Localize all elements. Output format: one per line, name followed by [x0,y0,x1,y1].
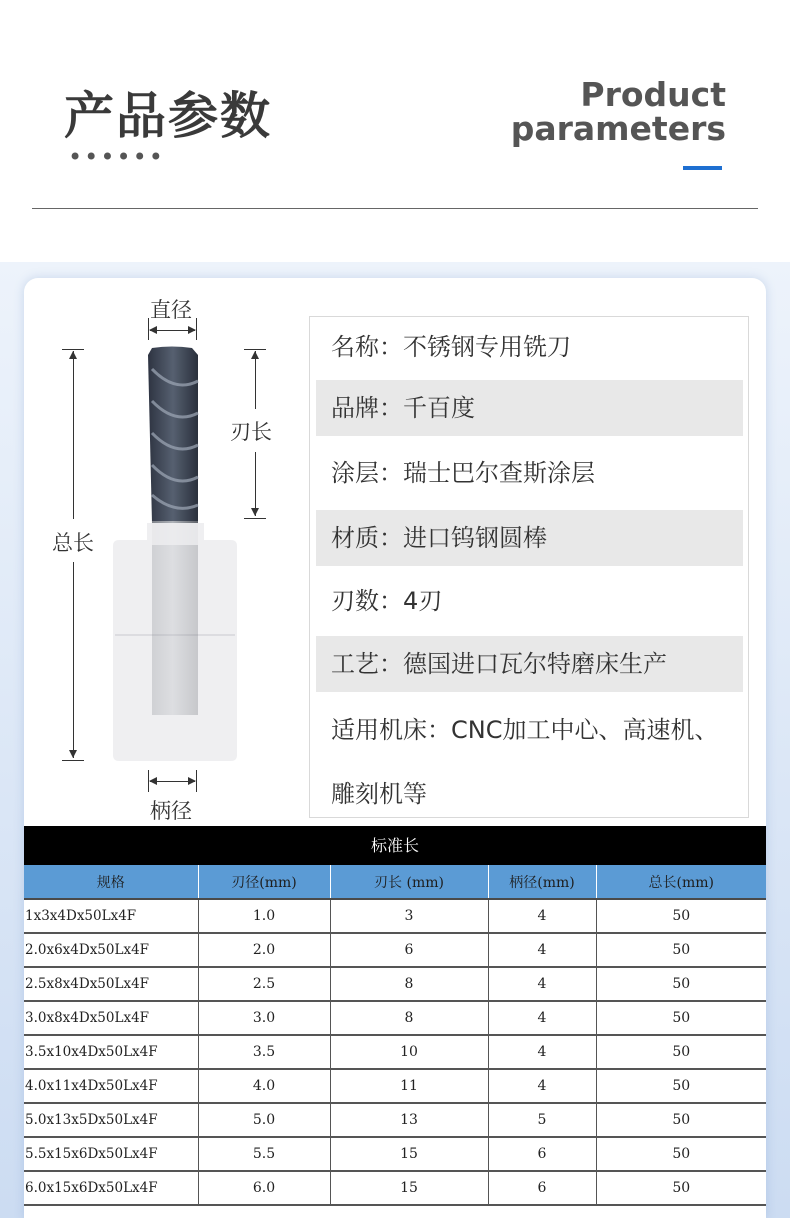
cell-total-length: 50 [596,1171,766,1205]
spec-machines: 适用机床：CNC加工中心、高速机、 [331,716,719,744]
table-row [24,1069,766,1103]
cell-blade-length: 15 [330,1137,488,1171]
cell-spec: 6.0x15x6Dx50Lx4F [24,1171,198,1205]
cell-total-length: 50 [596,1103,766,1137]
spec-process: 工艺：德国进口瓦尔特磨床生产 [316,636,743,692]
end-mill-image [105,345,245,765]
page-title-cn: 产品参数 [64,87,272,145]
header-divider [32,208,758,209]
cell-blade-length: 11 [330,1069,488,1103]
cell-blade-length: 8 [330,1001,488,1035]
page-title-en [510,75,726,148]
table-row [24,1103,766,1137]
total-length-label: 总长 [52,531,94,555]
header-blade-length: 刃长 (mm) [330,865,488,899]
header-blade-diameter: 刃径(mm) [198,865,330,899]
cell-spec: 3.0x8x4Dx50Lx4F [24,1001,198,1035]
cell-blade-diameter: 3.0 [198,1001,330,1035]
table-row [24,933,766,967]
cell-blade-diameter: 3.5 [198,1035,330,1069]
header-spec: 规格 [24,865,198,899]
cell-shank-diameter: 4 [488,1001,596,1035]
spec-machines-cont: 雕刻机等 [331,780,427,808]
spec-coating: 涂层：瑞士巴尔查斯涂层 [331,459,595,487]
title-en-line1: Product [580,75,726,114]
spec-name: 名称：不锈钢专用铣刀 [331,333,571,361]
table-row [24,1171,766,1205]
spec-flutes: 刃数：4刃 [331,587,443,615]
cell-blade-diameter: 2.0 [198,933,330,967]
cell-blade-length: 3 [330,899,488,933]
cell-spec: 5.0x13x5Dx50Lx4F [24,1103,198,1137]
table-header-row [24,865,766,899]
cell-blade-diameter: 5.5 [198,1137,330,1171]
cell-blade-length: 10 [330,1035,488,1069]
cell-total-length: 50 [596,1001,766,1035]
table-row [24,899,766,933]
specs-box [309,316,749,818]
cell-blade-length: 13 [330,1103,488,1137]
table-row [24,1137,766,1171]
accent-bar [683,166,722,170]
table-title: 标准长 [24,826,766,865]
cell-shank-diameter: 6 [488,1137,596,1171]
blade-length-label: 刃长 [230,420,272,444]
header-shank-diameter: 柄径(mm) [488,865,596,899]
cell-blade-length: 6 [330,933,488,967]
cell-spec: 3.5x10x4Dx50Lx4F [24,1035,198,1069]
cell-blade-diameter: 4.0 [198,1069,330,1103]
cell-total-length: 50 [596,967,766,1001]
cell-total-length: 50 [596,1035,766,1069]
header-total-length: 总长(mm) [596,865,766,899]
cell-shank-diameter: 4 [488,1069,596,1103]
diameter-label: 直径 [150,298,192,322]
cell-blade-length: 15 [330,1171,488,1205]
shank-diameter-label: 柄径 [150,799,192,823]
cell-spec: 2.5x8x4Dx50Lx4F [24,967,198,1001]
title-dots: •••••• [68,143,165,171]
cell-shank-diameter: 4 [488,1035,596,1069]
cell-total-length: 50 [596,933,766,967]
cell-spec: 1x3x4Dx50Lx4F [24,899,198,933]
cell-blade-length: 8 [330,967,488,1001]
cell-total-length: 50 [596,1069,766,1103]
cell-spec: 2.0x6x4Dx50Lx4F [24,933,198,967]
cell-blade-diameter: 5.0 [198,1103,330,1137]
cell-shank-diameter: 4 [488,967,596,1001]
spec-material: 材质：进口钨钢圆棒 [316,510,743,566]
title-en-line2: parameters [510,109,726,148]
spec-table [24,865,766,1206]
cell-spec: 5.5x15x6Dx50Lx4F [24,1137,198,1171]
cell-blade-diameter: 2.5 [198,967,330,1001]
cell-blade-diameter: 6.0 [198,1171,330,1205]
cell-total-length: 50 [596,899,766,933]
cell-shank-diameter: 4 [488,899,596,933]
table-row [24,1001,766,1035]
cell-total-length: 50 [596,1137,766,1171]
cell-shank-diameter: 5 [488,1103,596,1137]
cell-spec: 4.0x11x4Dx50Lx4F [24,1069,198,1103]
cell-blade-diameter: 1.0 [198,899,330,933]
cell-shank-diameter: 6 [488,1171,596,1205]
cell-shank-diameter: 4 [488,933,596,967]
table-row [24,967,766,1001]
table-row [24,1035,766,1069]
spec-brand: 品牌：千百度 [316,380,743,436]
